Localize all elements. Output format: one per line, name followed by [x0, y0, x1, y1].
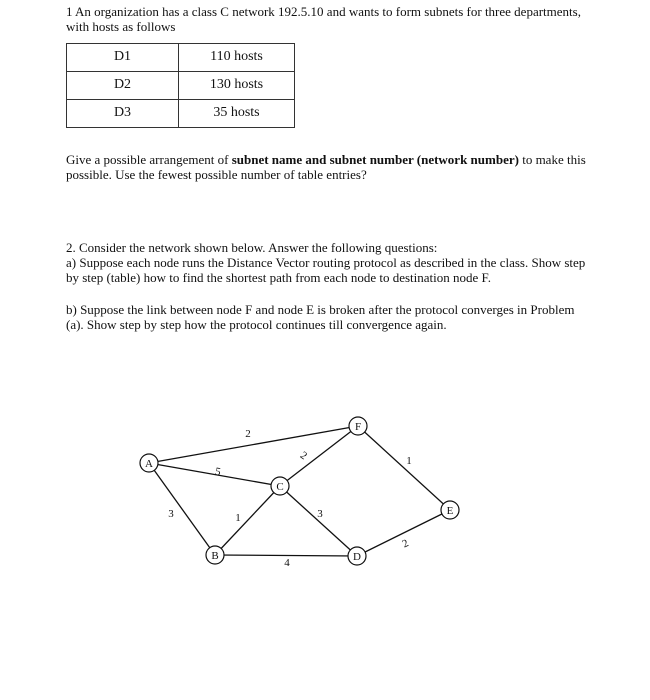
ask-text-post: to make this possible. Use the fewest possible number of table entries?: [66, 152, 586, 182]
edge-label-b-d: 4: [284, 557, 290, 569]
node-label-f: F: [354, 421, 362, 433]
hosts-cell: 110 hosts: [179, 44, 295, 72]
edge-label-c-f: 2: [297, 449, 310, 463]
question-2-intro: 2. Consider the network shown below. Answer the following questions:: [66, 240, 438, 255]
edge-c-d: [280, 486, 357, 556]
ask-text-pre: Give a possible arrangement of: [66, 152, 232, 167]
ask-text-bold: subnet name and subnet number (network number): [231, 152, 519, 167]
edge-b-c: [215, 486, 280, 555]
edge-b-d: [215, 555, 357, 556]
edge-label-c-d: 3: [317, 508, 323, 520]
node-label-a: A: [145, 458, 153, 470]
edge-a-f: [149, 426, 358, 463]
edge-label-f-e: 1: [406, 455, 412, 467]
edge-label-a-b: 3: [168, 508, 174, 520]
node-label-b: B: [211, 550, 219, 562]
edge-f-e: [358, 426, 450, 510]
question-2-part-b: b) Suppose the link between node F and node E is broken after the protocol converges in Problem (a). Show step by step how the protocol continues till convergence again.: [66, 302, 575, 332]
hosts-cell: 35 hosts: [179, 100, 295, 128]
edge-label-a-f: 2: [245, 428, 251, 440]
edge-label-a-c: 5: [214, 465, 222, 479]
edge-d-e: [357, 510, 450, 556]
dept-cell: D2: [67, 72, 179, 100]
edge-label-d-e: 2: [400, 537, 411, 551]
node-label-c: C: [276, 481, 284, 493]
edge-label-b-c: 1: [235, 512, 241, 524]
question-2-part-a: a) Suppose each node runs the Distance Vector routing protocol as described in the class. Show step by step (table) how to find the shortest path from each node to destination node F.: [66, 255, 586, 285]
dept-cell: D3: [67, 100, 179, 128]
dept-cell: D1: [67, 44, 179, 72]
question-1-intro: 1 An organization has a class C network 192.5.10 and wants to form subnets for three departments, with hosts as follows: [66, 4, 581, 34]
node-label-e: E: [446, 505, 454, 517]
node-label-d: D: [353, 551, 361, 563]
edge-c-f: [280, 426, 358, 486]
hosts-cell: 130 hosts: [179, 72, 295, 100]
edge-a-b: [149, 463, 215, 555]
